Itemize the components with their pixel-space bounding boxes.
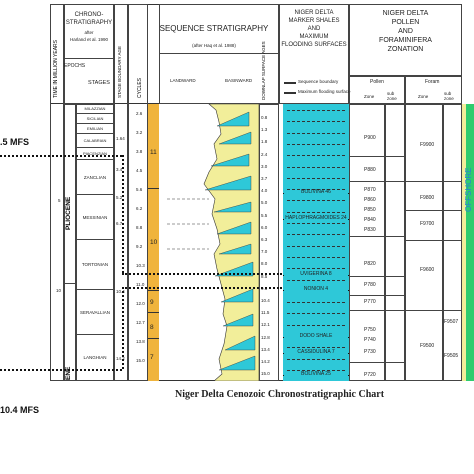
- cycle-age: 8.8: [136, 225, 143, 230]
- downlap-age: 15.0: [261, 371, 270, 377]
- downlap-age: 12.1: [261, 322, 270, 328]
- chrono-ref: Harland et al. 1990: [69, 37, 109, 42]
- marker-title-5: FLOODING SURFACES: [281, 42, 347, 48]
- chrono-title-2: STRATIGRAPHY: [65, 20, 113, 26]
- marker-dash-line: [287, 313, 345, 314]
- marker-dash-line: [287, 178, 345, 179]
- cycle-age: 10.3: [136, 263, 145, 268]
- foram-zone: F9500: [420, 343, 435, 349]
- stages-header: STAGES: [88, 80, 110, 86]
- foram-zone: F9800: [420, 195, 435, 201]
- mfs-line-upper: [0, 155, 122, 157]
- pollen-zone: P860: [364, 197, 376, 203]
- pollen-divider: [349, 276, 405, 277]
- cycle-divider: [148, 188, 159, 189]
- offshore-strip: [462, 104, 466, 381]
- chart-caption: Niger Delta Cenozoic Chronostratigraphic Chart: [175, 389, 385, 400]
- stage-label: ZANCLIAN: [83, 174, 107, 180]
- downlap-age: 2.4: [261, 151, 268, 157]
- stage-label: SERAVALLIAN: [79, 309, 111, 315]
- boundary-age: 3.4: [116, 167, 123, 172]
- pollen-zone: P740: [364, 337, 376, 343]
- marker-dash-line: [287, 280, 345, 281]
- epoch-pliocene: PLIOCENE: [65, 196, 72, 230]
- stage-label: LANGHIAN: [83, 355, 107, 360]
- sequence-after: (after Haq et al. 1988): [192, 43, 236, 48]
- marker-dash-line: [287, 223, 345, 224]
- marker-title-4: MAXIMUM: [299, 34, 329, 40]
- cycle-age: 12.0: [136, 301, 145, 306]
- foram-divider: [405, 181, 462, 182]
- downlap-age: 12.8: [261, 334, 270, 340]
- legend-mfs: Maximum flooding surface: [298, 89, 351, 94]
- pollen-zone: P770: [364, 299, 376, 305]
- downlap-age: 6.0: [261, 224, 268, 230]
- marker-title-1: NIGER DELTA: [294, 10, 334, 16]
- downlap-age: 1.3: [261, 127, 268, 133]
- downlap-age: 7.0: [261, 249, 268, 255]
- pollen-zone: P840: [364, 217, 376, 223]
- marker-dash-line: [287, 200, 345, 201]
- sequence-curve: [159, 104, 259, 381]
- time-column-header: TIME IN MILLION YEARS: [53, 40, 59, 98]
- pollen-divider: [349, 156, 405, 157]
- marker-dash-line: [287, 359, 345, 360]
- epoch-miocene: ENE: [65, 366, 72, 380]
- downlap-age: 5.0: [261, 200, 268, 206]
- marker-dash-line: [287, 268, 345, 269]
- mfs-line-bottom: [0, 369, 122, 371]
- cycle-divider: [148, 338, 159, 339]
- pollen-subzone-column: [385, 104, 405, 381]
- downlap-age: 9.5: [261, 285, 268, 291]
- marker-dash-line: [287, 121, 345, 122]
- pollen-title-3: AND: [398, 28, 413, 35]
- marker-dash-line: [287, 155, 345, 156]
- stage-label: MESSINIAN: [82, 214, 108, 220]
- downlap-age: 0.8: [261, 115, 268, 120]
- pollen-zone-label: Zone: [364, 94, 375, 99]
- cycle-age: 3.2: [136, 130, 143, 135]
- pollen-zone: P850: [364, 207, 376, 213]
- foram-divider: [405, 240, 462, 241]
- chrono-header: [64, 4, 114, 104]
- pollen-subzone-label: sub zone: [387, 91, 397, 101]
- boundary-age-header: STAGE BOUNDARY AGE: [117, 45, 122, 98]
- downlap-age: 3.0: [261, 163, 268, 169]
- marker-shale-label: UVIGERINA 8: [284, 272, 348, 277]
- marker-dash-line: [287, 325, 345, 326]
- marker-title-2: MARKER SHALES: [288, 18, 340, 24]
- cycle-age: 5.6: [136, 187, 143, 192]
- pollen-zone: P880: [364, 167, 376, 173]
- chrono-divider: [64, 58, 114, 59]
- basinward-label: BASINWARD: [225, 78, 253, 83]
- cycle-number: 7: [150, 354, 154, 361]
- pollen-zone: P820: [364, 261, 376, 267]
- marker-dash-line: [287, 257, 345, 258]
- cycle-age: 13.8: [136, 339, 145, 344]
- downlap-age: 6.3: [261, 237, 268, 242]
- foram-zone: F9507: [444, 319, 459, 325]
- downlap-age: 5.5: [261, 212, 268, 218]
- time-tick-5: 5: [58, 198, 61, 203]
- marker-shale-label: DODO SHALE: [284, 334, 348, 339]
- cycle-number: 8: [150, 324, 154, 331]
- cycles-header: CYCLES: [137, 77, 143, 98]
- marker-dash-line: [287, 167, 345, 168]
- pollen-title-5: ZONATION: [387, 46, 424, 53]
- epoch-divider: [64, 283, 76, 284]
- epochs-column: [64, 104, 76, 381]
- cycle-age: 12.7: [136, 320, 145, 325]
- foram-zone: F9700: [420, 221, 435, 227]
- cycle-age: 15.0: [136, 358, 145, 363]
- cycle-divider: [148, 290, 159, 291]
- stage-label: CALABRIAN: [83, 138, 107, 143]
- foram-divider: [405, 210, 462, 211]
- boundary-age: 6.7: [116, 221, 123, 226]
- cycle-number: 9: [150, 299, 154, 306]
- chrono-after: after: [84, 30, 94, 35]
- pollen-divider: [349, 236, 405, 237]
- landward-label: LANDWARD: [170, 78, 196, 83]
- cycle-divider: [148, 312, 159, 313]
- cycle-age: 3.8: [136, 149, 143, 154]
- downlap-age: 14.2: [261, 359, 270, 364]
- downlap-age: 4.0: [261, 188, 268, 194]
- cycle-age: 6.2: [136, 206, 143, 211]
- pollen-zone: P750: [364, 327, 376, 333]
- marker-title-3: AND: [307, 26, 321, 32]
- foram-zone: F9505: [444, 353, 459, 359]
- mfs-line-middle: [122, 273, 282, 275]
- stage-label: SICILIAN: [86, 116, 104, 121]
- cycle-number: 10: [150, 239, 158, 246]
- cycle-age: 4.5: [136, 168, 143, 173]
- foram-divider: [405, 310, 462, 311]
- marker-dash-line: [287, 110, 345, 111]
- mfs-line-lower-vert: [122, 287, 124, 369]
- marker-dash-line: [287, 246, 345, 247]
- mfs-label-lower: 10.4 MFS: [0, 405, 40, 415]
- marker-shale-label: BOLIVINA 46: [284, 190, 348, 195]
- mfs-line-lower: [122, 287, 282, 289]
- foram-zone: F9600: [420, 267, 435, 273]
- foram-subzone-label: sub zone: [444, 91, 454, 101]
- pollen-divider: [349, 310, 405, 311]
- foram-subzone-column: [443, 104, 462, 381]
- chrono-title: CHRONO-: [74, 12, 104, 18]
- pollen-divider: [349, 181, 405, 182]
- cycle-age: 11.0: [136, 282, 145, 287]
- pollen-title-1: NIGER DELTA: [382, 10, 429, 17]
- legend-sb: Sequence boundary: [298, 79, 339, 84]
- boundary-age: 1.64: [116, 136, 125, 141]
- pollen-label: Pollen: [370, 79, 384, 85]
- stage-label: MILAZZIAN: [84, 106, 106, 111]
- pollen-divider: [349, 295, 405, 296]
- pollen-zone: P780: [364, 282, 376, 288]
- boundary-age: 14.2: [116, 356, 125, 361]
- stage-label: EMILIAN: [86, 126, 103, 131]
- sequence-title: SEQUENCE STRATIGRAPHY: [159, 24, 269, 33]
- downlap-age: 8.5: [261, 273, 268, 279]
- pollen-zone: P730: [364, 349, 376, 355]
- marker-dash-line: [287, 234, 345, 235]
- pollen-zone: P720: [364, 372, 376, 378]
- offshore-label: OFFSHORE: [464, 167, 473, 212]
- legend-sb-line: [284, 82, 296, 84]
- downlap-age: 8.0: [261, 261, 268, 267]
- cycle-age: 9.2: [136, 244, 143, 249]
- downlap-age: 13.4: [261, 346, 270, 352]
- stage-label: TORTONIAN: [81, 262, 109, 267]
- epochs-header: EPOCHS: [64, 63, 86, 69]
- marker-dash-line: [287, 144, 345, 145]
- legend-mfs-line: [284, 92, 296, 94]
- downlap-age: 10.4: [261, 298, 270, 303]
- pollen-title-4: FORAMINIFERA: [379, 37, 432, 44]
- pollen-zone: P830: [364, 227, 376, 233]
- pollen-zone: P900: [364, 135, 376, 141]
- marker-dash-line: [287, 133, 345, 134]
- time-tick-10: 10: [56, 288, 62, 293]
- downlap-header: DOWNLAP SURFACE AGES: [261, 41, 266, 100]
- foram-zone: F9900: [420, 142, 435, 148]
- pollen-zone: P870: [364, 187, 376, 193]
- pollen-title-2: POLLEN: [391, 19, 420, 26]
- marker-shale-label: CASSIDULINA 7: [284, 350, 348, 355]
- marker-shale-label: NONION 4: [284, 287, 348, 292]
- downlap-age: 11.5: [261, 310, 270, 316]
- marker-dash-line: [287, 212, 345, 213]
- stage-label: PIACENZIAN: [82, 151, 107, 156]
- pollen-divider: [349, 362, 405, 363]
- marker-shale-label: BOLIVINA 25: [284, 372, 348, 377]
- foram-zone-label: Zone: [418, 94, 429, 99]
- marker-fill: [283, 104, 349, 381]
- marker-dash-line: [287, 302, 345, 303]
- foram-label: Foram: [425, 79, 440, 85]
- downlap-age: 1.8: [261, 139, 268, 145]
- boundary-age: 5.2: [116, 195, 123, 200]
- boundary-age: 10.4: [116, 289, 125, 294]
- mfs-line-upper-vert: [122, 155, 124, 273]
- cycle-age: 2.6: [136, 111, 143, 116]
- cycle-number: 11: [150, 149, 157, 156]
- mfs-label-upper: .5 MFS: [0, 137, 30, 147]
- marker-shale-label: HAPLOPHRAGMOIDES 24: [285, 215, 347, 221]
- downlap-age: 3.7: [261, 176, 268, 181]
